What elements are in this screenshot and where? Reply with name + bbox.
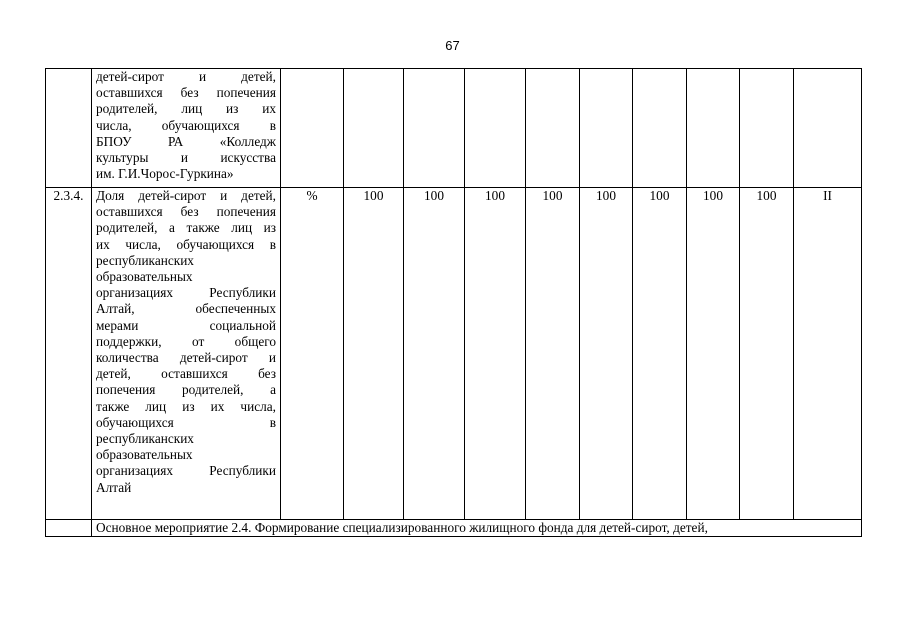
- indicator-table: [45, 68, 862, 537]
- table-row-continued: [46, 69, 862, 188]
- stage-cell: II: [794, 188, 862, 520]
- row-code: 2.3.4.: [46, 188, 92, 520]
- value-cell: 100: [740, 188, 794, 520]
- value-cell: [580, 69, 633, 188]
- indicator-description-cell: [92, 69, 281, 188]
- description-line: организациях Республики: [96, 285, 276, 301]
- description-line: обучающихся в: [96, 414, 276, 430]
- description-line: детей-сирот и детей,: [96, 69, 276, 84]
- description-line: попечения родителей, а: [96, 382, 276, 398]
- value-cell: 100: [580, 188, 633, 520]
- description-line: детей, оставшихся без: [96, 366, 276, 382]
- description-line: Алтай: [96, 479, 132, 495]
- description-line: образовательных: [96, 269, 193, 285]
- value-cell: 100: [526, 188, 580, 520]
- unit-cell: [281, 69, 344, 188]
- unit-cell: %: [281, 188, 344, 520]
- description-line: республиканских: [96, 252, 194, 268]
- description-line: оставшихся без попечения: [96, 85, 276, 101]
- description-line: БПОУ РА «Колледж: [96, 133, 276, 149]
- stage-cell: [794, 69, 862, 188]
- description-line: культуры и искусства: [96, 150, 276, 166]
- value-cell: 100: [344, 188, 404, 520]
- description-line: их числа, обучающихся в: [96, 236, 276, 252]
- code-cell: [46, 69, 92, 188]
- page-number: 67: [445, 38, 460, 53]
- value-cell: 100: [404, 188, 465, 520]
- description-line: мерами социальной: [96, 317, 276, 333]
- description-line: родителей, а также лиц из: [96, 220, 276, 236]
- value-cell: 100: [687, 188, 740, 520]
- value-cell: [465, 69, 526, 188]
- description-line: республиканских: [96, 431, 194, 447]
- description-line: количества детей-сирот и: [96, 350, 276, 366]
- description-line: организациях Республики: [96, 463, 276, 479]
- value-cell: [740, 69, 794, 188]
- code-cell: [46, 520, 92, 537]
- table-row-2-3-4: [46, 188, 862, 520]
- indicator-description-cell: [92, 188, 281, 520]
- description-line: оставшихся без попечения: [96, 204, 276, 220]
- value-cell: [344, 69, 404, 188]
- value-cell: 100: [465, 188, 526, 520]
- description-line: им. Г.И.Чорос-Гуркина»: [96, 166, 234, 182]
- value-cell: [404, 69, 465, 188]
- value-cell: [526, 69, 580, 188]
- description-line: поддержки, от общего: [96, 333, 276, 349]
- table-row-section: [46, 520, 862, 537]
- description-line: образовательных: [96, 447, 193, 463]
- value-cell: [687, 69, 740, 188]
- description-line: родителей, лиц из их: [96, 101, 276, 117]
- section-heading: Основное мероприятие 2.4. Формирование специализированного жилищного фонда для детей-сирот, детей,: [92, 520, 862, 537]
- description-line: Алтай, обеспеченных: [96, 301, 276, 317]
- description-line: числа, обучающихся в: [96, 117, 276, 133]
- description-line: Доля детей-сирот и детей,: [96, 188, 276, 203]
- description-line: также лиц из их числа,: [96, 398, 276, 414]
- value-cell: 100: [633, 188, 687, 520]
- value-cell: [633, 69, 687, 188]
